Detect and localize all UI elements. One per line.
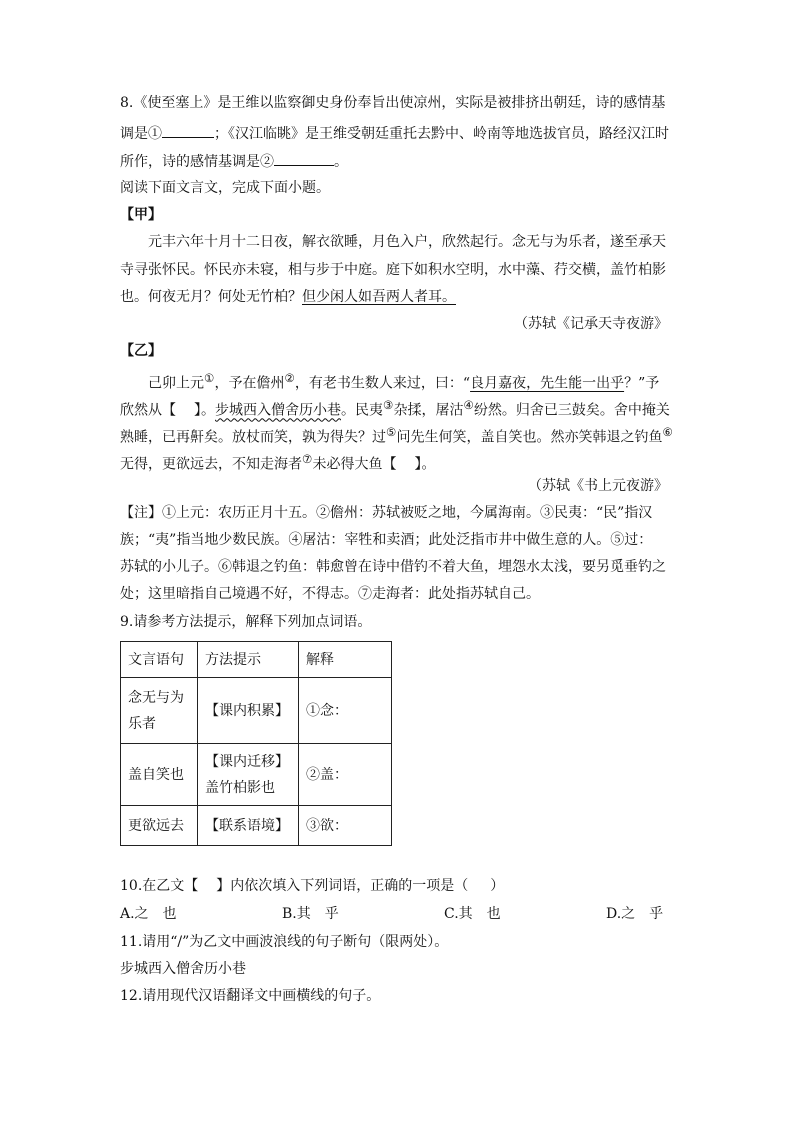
passage-jia-tag: 【甲】: [120, 207, 162, 223]
answer-cell[interactable]: ②盖：: [299, 744, 392, 806]
cell-text: 盖自笑也: [128, 766, 184, 783]
passage-jia-line-3-text: 也。何夜无月？何处无竹柏？: [120, 289, 302, 305]
q8-line-3-end: 。: [334, 154, 348, 170]
answer-blank-1[interactable]: [162, 123, 214, 138]
passage-yi-line-2: [120, 395, 670, 421]
method-table: [120, 641, 392, 846]
passage-yi-text: 】。: [194, 402, 215, 419]
notes-line-2: 族；“夷”指当地少数民族。④屠沽：宰牲和卖酒；此处泛指市井中做生意的人。⑤过：: [120, 532, 653, 548]
table-row: [121, 744, 392, 806]
q12-prompt: 12.请用现代汉语翻译文中画横线的句子。: [120, 988, 381, 1004]
q8-line-2-start: 调是①: [120, 126, 162, 142]
method-cell: [198, 806, 299, 846]
q8-line-3-start: 所作，诗的感情基调是②: [120, 154, 274, 170]
passage-yi-source: （苏轼《书上元夜游》: [528, 478, 668, 494]
method-cell: [198, 678, 299, 744]
note-marker-5: ⑤: [386, 425, 397, 439]
passage-yi-text: 问先生何笑，盖自笑也。然亦笑韩退之钓鱼: [396, 429, 663, 446]
table-header: 方法提示: [198, 642, 299, 678]
note-marker-1: ①: [204, 371, 215, 385]
passage-yi-text: 】。: [414, 456, 436, 473]
passage-yi-text: 己卯上元: [148, 375, 204, 392]
notes-line-1: 【注】①上元：农历正月十五。②儋州：苏轼被贬之地，今属海南。③民夷：“民”指汉: [120, 505, 653, 521]
note-marker-3: ③: [383, 398, 394, 412]
note-marker-2: ②: [284, 371, 295, 385]
sentence-cell: [121, 806, 198, 846]
q9-prompt: 9.请参考方法提示，解释下列加点词语。: [120, 614, 372, 630]
wavy-underlined-sentence: 步城西入僧舍历小巷: [215, 402, 341, 419]
q10-text: 】内依次填入下列词语，正确的一项是（: [216, 878, 469, 894]
q8-line-1: 8.《使至塞上》是王维以监察御史身份奉旨出使凉州，实际是被排挤出朝廷，诗的感情基: [120, 95, 666, 111]
underlined-sentence-yi: 良月嘉夜，先生能一出乎: [470, 375, 625, 392]
cell-text: 更欲远去: [128, 817, 184, 834]
cell-text: 【课内积累】: [205, 702, 289, 719]
notes-line-3: 苏轼的小儿子。⑥韩退之钓鱼：韩愈曾在诗中借钓不着大鱼，埋怨水太浅，要另觅垂钓之: [120, 559, 666, 575]
passage-yi-tag: 【乙】: [120, 343, 162, 359]
cell-text: 盖竹柏影也: [205, 779, 275, 796]
cell-text: 乐者: [128, 715, 156, 732]
underlined-sentence-jia: 但少闲人如吾两人者耳。: [302, 289, 456, 305]
sentence-cell: [121, 678, 198, 744]
passage-yi-line-4: [120, 449, 435, 475]
q8-line-2-end: ；《汉江临眺》是王维受朝廷重托去黔中、岭南等地选拔官员，路经汉江时: [214, 126, 669, 142]
passage-jia-line-1: 元丰六年十月十二日夜，解衣欲睡，月色入户，欣然起行。念无与为乐者，遂至承天: [148, 234, 666, 250]
q10-text: 10.在乙文【: [120, 878, 199, 894]
passage-jia-line-3: [120, 287, 456, 307]
passage-yi-text: ？”予: [624, 375, 660, 392]
q11-sentence: 步城西入僧舍历小巷: [120, 961, 246, 977]
cell-text: 【课内迁移】: [205, 753, 289, 770]
passage-yi-line-3: [120, 422, 673, 448]
option-a[interactable]: A.之 也: [120, 906, 177, 922]
note-marker-7: ⑦: [302, 452, 313, 466]
passage-yi-text: 杂揉，屠沽: [393, 402, 464, 419]
note-marker-4: ④: [463, 398, 474, 412]
passage-jia-source: （苏轼《记承天寺夜游》: [514, 316, 668, 332]
option-b[interactable]: B.其 乎: [282, 906, 339, 922]
passage-yi-text: 欣然从【: [120, 402, 176, 419]
table-row: [121, 806, 392, 846]
option-c[interactable]: C.其 也: [444, 906, 501, 922]
notes-line-4: 处；这里暗指自己境遇不好，不得志。⑦走海者：此处指苏轼自己。: [120, 586, 540, 602]
q8-line-3: [120, 151, 348, 172]
q10-prompt: [120, 876, 504, 896]
table-row: [121, 678, 392, 744]
answer-blank-2[interactable]: [274, 151, 334, 166]
passage-yi-text: 未必得大鱼【: [312, 456, 397, 473]
passage-yi-text: 熟睡，已再鼾矣。放杖而笑，孰为得失？过: [120, 429, 386, 446]
passage-yi-text: 无得，更欲远去，不知走海者: [120, 456, 302, 473]
option-d[interactable]: D.之 乎: [606, 906, 664, 922]
table-header: 解释: [299, 642, 392, 678]
sentence-cell: [121, 744, 198, 806]
note-marker-6: ⑥: [662, 425, 673, 439]
passage-yi-line-1: [148, 368, 659, 394]
passage-yi-text: ，予在儋州: [214, 375, 285, 392]
passage-yi-text: 。民夷: [341, 402, 383, 419]
q10-text: ）: [490, 878, 505, 894]
table-header: 文言语句: [121, 642, 198, 678]
passage-yi-text: ，有老书生数人来过，曰：“: [294, 375, 471, 392]
answer-cell[interactable]: ③欲：: [299, 806, 392, 846]
q8-line-2: [120, 123, 669, 144]
cell-text: 念无与为: [128, 689, 184, 706]
passage-yi-text: 纷然。归舍已三鼓矣。舍中掩关: [473, 402, 670, 419]
q11-prompt: 11.请用“/”为乙文中画波浪线的句子断句（限两处）。: [120, 934, 449, 950]
cell-text: 【联系语境】: [205, 817, 289, 834]
table-header-row: [121, 642, 392, 678]
passage-jia-line-2: 寺寻张怀民。怀民亦未寝，相与步于中庭。庭下如积水空明，水中藻、荇交横，盖竹柏影: [120, 262, 666, 278]
reading-intro: 阅读下面文言文，完成下面小题。: [120, 180, 330, 196]
answer-cell[interactable]: ①念：: [299, 678, 392, 744]
method-cell: [198, 744, 299, 806]
